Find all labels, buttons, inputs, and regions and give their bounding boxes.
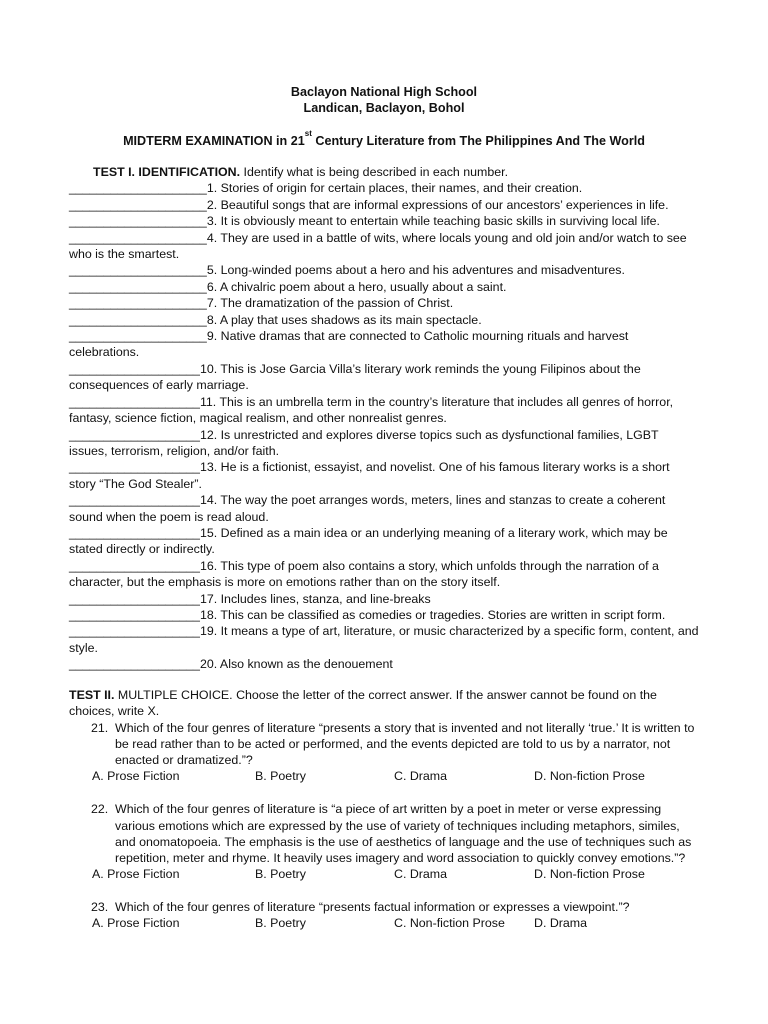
item-number: 17. <box>199 591 218 606</box>
item-text: This is an umbrella term in the country’s literature that includes all genres of horror, fantasy, science fiction, magical realism, and other nonrealist genres. <box>69 394 674 426</box>
identification-item <box>69 656 699 672</box>
item-number: 7. <box>206 296 218 311</box>
item-number: 3. <box>206 214 218 229</box>
identification-item <box>69 525 699 558</box>
identification-item <box>69 459 699 492</box>
identification-item <box>69 394 699 427</box>
test-2-questions <box>69 720 699 934</box>
choice-option[interactable]: D. Non-fiction Prose <box>534 769 645 784</box>
identification-item <box>69 328 699 361</box>
item-number: 2. <box>206 197 218 212</box>
item-text: Stories of origin for certain places, their names, and their creation. <box>217 181 583 196</box>
answer-blank[interactable]: ___________________ <box>69 361 200 376</box>
item-number: 11. <box>199 394 217 409</box>
item-text: This type of poem also contains a story, which unfolds through the narration of a character, but the emphasis is more on emotions rather than on the story itself. <box>69 558 659 590</box>
school-address: Landican, Baclayon, Bohol <box>303 101 465 115</box>
identification-item <box>69 230 699 263</box>
item-number: 12. <box>199 427 218 442</box>
question-text: Which of the four genres of literature is “a piece of art written by a poet in meter or verse expressing various emotions which are expressed by the use of variety of techniques including metaphors, similes, and onomatopoeia. The emphasis is the use of aesthetics of language and the use of techniques such as repetition, meter and rhyme. It heavily uses imagery and word association to quickly convey emotions.”? <box>115 802 692 866</box>
identification-item <box>69 312 699 328</box>
answer-blank[interactable]: ____________________ <box>69 214 207 229</box>
identification-item <box>69 492 699 525</box>
item-text: Long-winded poems about a hero and his adventures and misadventures. <box>217 263 625 278</box>
question-stem <box>69 801 699 866</box>
choice-option[interactable]: C. Non-fiction Prose <box>394 916 505 931</box>
item-number: 18. <box>199 607 218 622</box>
test-1-heading <box>93 164 699 180</box>
item-text: Beautiful songs that are informal expressions of our ancestors’ experiences in life. <box>217 197 669 212</box>
answer-choices <box>92 768 699 786</box>
item-text: It means a type of art, literature, or music characterized by a specific form, content, and style. <box>69 624 699 655</box>
exam-title <box>0 128 768 149</box>
item-text: The dramatization of the passion of Christ. <box>217 296 454 311</box>
answer-blank[interactable]: ____________________ <box>69 230 207 245</box>
question-stem <box>69 720 699 769</box>
item-number: 13. <box>199 460 218 475</box>
answer-choices <box>92 915 699 933</box>
item-text: A play that uses shadows as its main spectacle. <box>217 312 482 327</box>
exam-title-text: MIDTERM EXAMINATION in 21 <box>123 134 305 148</box>
answer-blank[interactable]: ____________________ <box>69 279 207 294</box>
question-number: 23. <box>91 900 109 915</box>
exam-title-superscript: st <box>304 128 312 138</box>
test-2-title: TEST II. <box>69 688 115 702</box>
test-1-instruction: Identify what is being described in each number. <box>240 165 509 179</box>
identification-item <box>69 197 699 213</box>
choice-option[interactable]: C. Drama <box>394 867 448 882</box>
item-text: Defined as a main idea or an underlying meaning of a literary work, which may be stated directly or indirectly. <box>69 525 668 557</box>
identification-item <box>69 213 699 229</box>
identification-item <box>69 591 699 607</box>
test-2-heading <box>69 687 699 720</box>
answer-blank[interactable]: ____________________ <box>69 312 207 327</box>
item-number: 14. <box>199 493 218 508</box>
item-text: He is a fictionist, essayist, and novelist. One of his famous literary works is a short story “The God Stealer”. <box>69 460 670 491</box>
identification-item <box>69 427 699 460</box>
answer-blank[interactable]: ____________________ <box>69 296 207 311</box>
identification-item <box>69 623 699 656</box>
item-number: 16. <box>199 558 218 573</box>
choice-option[interactable]: B. Poetry <box>255 916 306 931</box>
answer-blank[interactable]: ___________________ <box>69 657 200 672</box>
answer-blank[interactable]: ___________________ <box>69 558 200 573</box>
item-number: 5. <box>206 263 218 278</box>
answer-blank[interactable]: ____________________ <box>69 263 207 278</box>
question-spacer <box>69 884 699 899</box>
question-text: Which of the four genres of literature “presents factual information or expresses a viewpoint.”? <box>115 900 630 915</box>
item-number: 1. <box>206 181 218 196</box>
identification-item <box>69 558 699 591</box>
item-number: 8. <box>206 312 218 327</box>
choice-option[interactable]: B. Poetry <box>255 769 306 784</box>
identification-item <box>69 180 699 196</box>
test-1-title: TEST I. IDENTIFICATION. <box>93 165 241 179</box>
multiple-choice-question <box>69 899 699 933</box>
item-number: 4. <box>206 230 218 245</box>
answer-blank[interactable]: ____________________ <box>69 197 207 212</box>
choice-option[interactable]: C. Drama <box>394 769 448 784</box>
multiple-choice-question <box>69 720 699 787</box>
multiple-choice-question <box>69 801 699 884</box>
item-text: Native dramas that are connected to Catholic mourning rituals and harvest celebrations. <box>69 329 629 360</box>
item-number: 19. <box>199 624 218 639</box>
exam-title-text-rest: Century Literature from The Philippines And The World <box>311 134 645 148</box>
test-1-section <box>69 164 699 673</box>
identification-item <box>69 279 699 295</box>
identification-item <box>69 295 699 311</box>
item-text: The way the poet arranges words, meters, lines and stanzas to create a coherent sound when the poem is read aloud. <box>69 493 666 524</box>
answer-blank[interactable]: ___________________ <box>69 624 200 639</box>
item-text: Also known as the denouement <box>217 657 393 672</box>
item-number: 6. <box>206 279 218 294</box>
test-2-section <box>69 687 699 933</box>
question-text: Which of the four genres of literature “presents a story that is invented and not literally ‘true.’ It is written to be read rather than to be acted or performed, and the events depicted are told to us by a narrator, not enacted or dramatized.”? <box>115 720 695 768</box>
choice-option[interactable]: A. Prose Fiction <box>92 769 180 784</box>
item-number: 9. <box>206 329 218 344</box>
answer-blank[interactable]: ___________________ <box>69 460 200 475</box>
answer-choices <box>92 866 699 884</box>
test-1-items <box>69 180 699 672</box>
item-text: They are used in a battle of wits, where locals young and old join and/or watch to see who is the smartest. <box>69 230 687 262</box>
answer-blank[interactable]: ___________________ <box>69 525 200 540</box>
answer-blank[interactable]: ___________________ <box>69 591 200 606</box>
item-text: A chivalric poem about a hero, usually about a saint. <box>217 279 507 294</box>
identification-item <box>69 262 699 278</box>
item-text: This can be classified as comedies or tragedies. Stories are written in script form. <box>217 607 666 622</box>
answer-blank[interactable]: ___________________ <box>69 427 200 442</box>
item-text: Is unrestricted and explores diverse topics such as dysfunctional families, LGBT issues, terrorism, religion, and/or faith. <box>69 427 659 458</box>
test-2-instruction: MULTIPLE CHOICE. Choose the letter of the correct answer. If the answer cannot be found on the choices, write X. <box>69 688 657 719</box>
item-number: 10. <box>199 361 218 376</box>
choice-option[interactable]: B. Poetry <box>255 867 306 882</box>
answer-blank[interactable]: ____________________ <box>69 181 207 196</box>
item-text: This is Jose Garcia Villa’s literary work reminds the young Filipinos about the consequences of early marriage. <box>69 361 641 393</box>
choice-option[interactable]: D. Non-fiction Prose <box>534 867 645 882</box>
choice-option[interactable]: A. Prose Fiction <box>92 916 180 931</box>
item-number: 15. <box>199 525 218 540</box>
school-name: Baclayon National High School <box>290 85 478 99</box>
answer-blank[interactable]: ___________________ <box>69 394 200 409</box>
answer-blank[interactable]: ___________________ <box>69 493 200 508</box>
item-number: 20. <box>199 657 218 672</box>
item-text: It is obviously meant to entertain while teaching basic skills in surviving local life. <box>217 214 660 229</box>
question-spacer <box>69 786 699 801</box>
item-text: Includes lines, stanza, and line-breaks <box>217 591 431 606</box>
choice-option[interactable]: D. Drama <box>534 916 588 931</box>
question-number: 22. <box>91 802 109 817</box>
identification-item <box>69 361 699 394</box>
choice-option[interactable]: A. Prose Fiction <box>92 867 180 882</box>
question-number: 21. <box>91 720 109 735</box>
identification-item <box>69 607 699 623</box>
answer-blank[interactable]: ____________________ <box>69 329 207 344</box>
question-stem <box>69 899 699 915</box>
answer-blank[interactable]: ___________________ <box>69 607 200 622</box>
document-header <box>0 84 768 116</box>
